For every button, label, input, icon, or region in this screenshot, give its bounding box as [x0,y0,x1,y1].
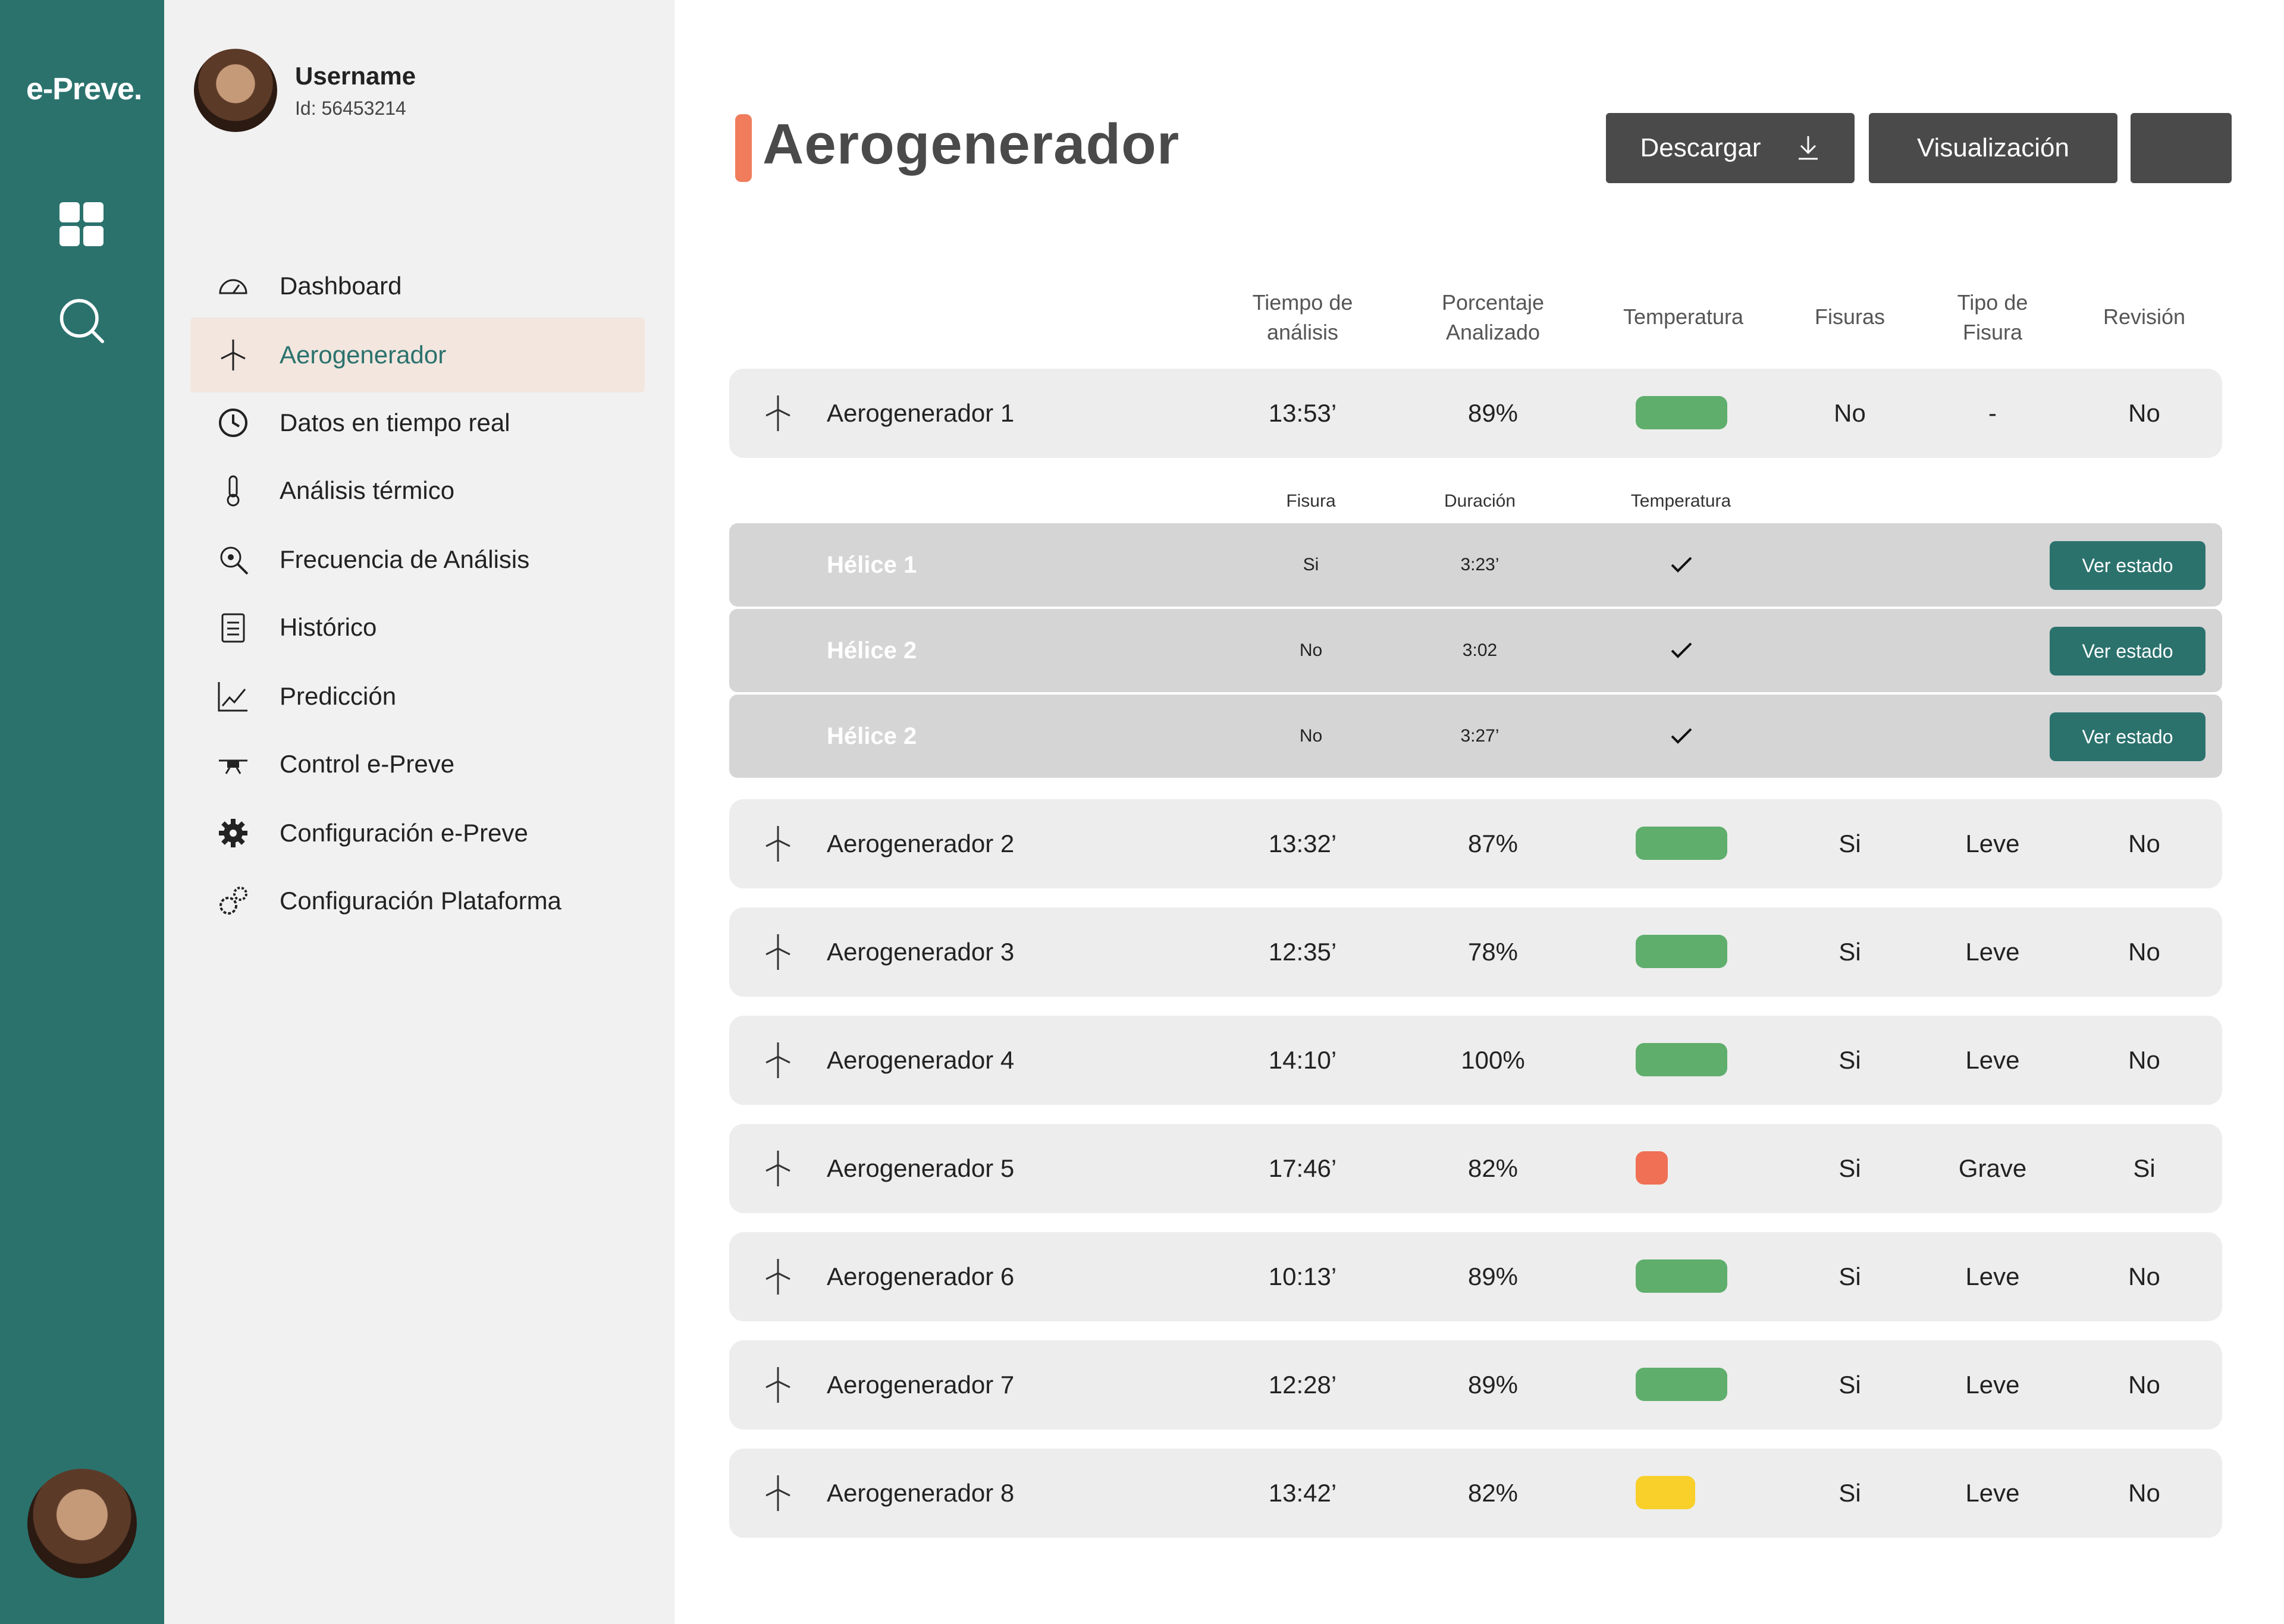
row-review: No [2128,399,2160,427]
wind-turbine-icon [759,1232,797,1321]
grid-icon[interactable] [58,201,105,247]
menu-item-dashboard[interactable] [190,249,645,323]
temperature-indicator [1636,827,1727,860]
sub-row-duration: 3:23’ [1460,555,1499,574]
row-cracks: Si [1839,938,1861,966]
header-porcentaje [1416,288,1570,347]
clock-icon [214,404,252,442]
user-id: Id: 56453214 [295,98,406,119]
table-row[interactable] [729,369,2222,458]
row-crack-type: Leve [1965,1371,2020,1399]
check-icon [1637,695,1726,778]
menu-item-aerogenerador[interactable] [190,318,645,392]
row-percent: 100% [1461,1046,1525,1074]
gear-icon [214,814,252,852]
row-name: Aerogenerador 3 [827,938,1015,966]
download-label: Descargar [1640,133,1761,162]
menu-label: Configuración Plataforma [280,887,561,915]
wind-turbine-icon [759,799,797,888]
app-logo: e-Preve. [26,72,142,106]
check-icon [1637,523,1726,607]
row-time: 13:53’ [1268,399,1337,427]
header-tipo-fisura [1927,288,2058,347]
sub-row-crack: No [1299,640,1323,660]
sub-row-name: Hélice 1 [827,551,917,578]
ver-estado-button[interactable]: Ver estado [2050,541,2205,590]
row-cracks: Si [1839,1371,1861,1399]
row-name: Aerogenerador 7 [827,1371,1015,1399]
header-revision: Revisión [2103,304,2186,329]
drone-icon [214,745,252,783]
menu-label: Datos en tiempo real [280,409,510,436]
menu-item-historico[interactable] [190,590,645,665]
wind-turbine-icon [759,369,797,458]
row-crack-type: Leve [1965,1479,2020,1507]
subheader-fisura: Fisura [1286,491,1336,511]
side-menu [164,0,674,1624]
row-cracks: Si [1839,1154,1861,1182]
search-icon[interactable] [58,297,105,344]
table-row[interactable] [729,1340,2222,1430]
header-temperatura: Temperatura [1623,304,1744,329]
row-name: Aerogenerador 2 [827,830,1015,857]
table-row[interactable] [729,1449,2222,1538]
rail-avatar[interactable] [27,1469,137,1578]
row-percent: 89% [1467,1371,1519,1399]
sub-row-duration: 3:27’ [1460,726,1499,746]
download-button[interactable] [1606,113,1855,183]
visualizacion-button[interactable] [1869,113,2117,183]
row-cracks: Si [1839,1479,1861,1507]
menu-label: Dashboard [280,272,402,300]
row-name: Aerogenerador 5 [827,1154,1015,1182]
row-crack-type: Grave [1958,1154,2027,1182]
menu-item-datos-tiempo-real[interactable] [190,385,645,460]
temperature-indicator [1636,1259,1727,1293]
search-analysis-icon [214,541,252,579]
row-percent: 89% [1467,1262,1519,1290]
download-icon [1796,135,1820,161]
clipboard-icon [214,608,252,646]
menu-label: Configuración e-Preve [280,819,528,847]
row-cracks: No [1834,399,1866,427]
row-review: No [2128,1046,2160,1074]
row-crack-type: - [1988,399,1997,427]
ver-estado-button[interactable]: Ver estado [2050,627,2205,676]
header-line: Analizado [1445,320,1541,344]
sub-row [729,523,2222,607]
row-time: 13:42’ [1268,1479,1337,1507]
subheader-duracion: Duración [1444,491,1516,511]
table-row[interactable] [729,907,2222,997]
temperature-indicator [1636,935,1727,968]
menu-item-frecuencia-analisis[interactable] [190,522,645,597]
icon-rail [0,0,164,1624]
wind-turbine-icon [759,1016,797,1105]
wind-turbine-icon [759,1340,797,1430]
menu-label: Frecuencia de Análisis [280,545,530,573]
row-review: No [2128,1262,2160,1290]
wind-turbine-icon [759,1449,797,1538]
sub-row-name: Hélice 2 [827,723,917,749]
menu-item-configuracion-plataforma[interactable] [190,863,645,938]
row-review: No [2128,1371,2160,1399]
wind-turbine-icon [759,907,797,997]
visualizacion-label: Visualización [1916,133,2069,162]
row-review: No [2128,830,2160,857]
temperature-indicator [1636,1043,1727,1076]
row-crack-type: Leve [1965,830,2020,857]
row-time: 14:10’ [1268,1046,1337,1074]
row-time: 13:32’ [1268,830,1337,857]
header-tiempo-analisis [1225,288,1380,347]
temperature-indicator [1636,1368,1727,1401]
subheader-temperatura: Temperatura [1630,491,1731,511]
row-cracks: Si [1839,1046,1861,1074]
row-percent: 82% [1467,1479,1519,1507]
header-line: Fisura [1962,320,2023,344]
row-time: 10:13’ [1268,1262,1337,1290]
gauge-icon [214,267,252,305]
row-crack-type: Leve [1965,938,2020,966]
row-crack-type: Leve [1965,1046,2020,1074]
row-percent: 87% [1467,830,1519,857]
username: Username [295,62,416,90]
thermometer-icon [214,472,252,510]
row-name: Aerogenerador 8 [827,1479,1015,1507]
header-line: Tipo de [1957,290,2028,315]
temperature-indicator [1636,396,1727,429]
sub-row-name: Hélice 2 [827,637,917,664]
row-crack-type: Leve [1965,1262,2020,1290]
extra-button[interactable] [2131,113,2232,183]
row-time: 12:28’ [1268,1371,1337,1399]
page-title: Aerogenerador [763,112,1180,176]
ver-estado-button[interactable]: Ver estado [2050,712,2205,761]
row-review: Si [2133,1154,2156,1182]
menu-item-prediccion[interactable] [190,659,645,734]
header-line: Tiempo de [1252,290,1353,315]
row-name: Aerogenerador 1 [827,399,1015,427]
menu-label: Control e-Preve [280,750,455,778]
row-percent: 89% [1467,399,1519,427]
table-row[interactable] [729,1124,2222,1213]
row-time: 12:35’ [1268,938,1337,966]
sub-row-crack: No [1299,726,1323,746]
row-percent: 82% [1467,1154,1519,1182]
table-row[interactable] [729,799,2222,888]
temperature-indicator [1636,1476,1695,1509]
menu-item-control-epreve[interactable] [190,727,645,802]
check-icon [1637,609,1726,692]
menu-item-analisis-termico[interactable] [190,453,645,528]
sub-row-crack: Si [1303,555,1319,574]
row-percent: 78% [1467,938,1519,966]
header-line: Porcentaje [1441,290,1545,315]
menu-label: Predicción [280,682,397,710]
row-name: Aerogenerador 4 [827,1046,1015,1074]
user-avatar[interactable] [194,49,277,132]
sub-row [729,695,2222,778]
wind-turbine-icon [214,336,252,374]
menu-label: Histórico [280,613,377,641]
menu-label: Análisis térmico [280,476,455,504]
gears-icon [214,882,252,920]
row-review: No [2128,938,2160,966]
row-cracks: Si [1839,830,1861,857]
chart-line-icon [214,677,252,715]
wind-turbine-icon [759,1124,797,1213]
sub-row-duration: 3:02 [1462,640,1498,660]
title-accent [735,114,752,182]
table-row[interactable] [729,1016,2222,1105]
row-time: 17:46’ [1268,1154,1337,1182]
row-review: No [2128,1479,2160,1507]
header-line: análisis [1266,320,1339,344]
menu-label: Aerogenerador [280,341,447,369]
temperature-indicator [1636,1151,1668,1185]
row-name: Aerogenerador 6 [827,1262,1015,1290]
menu-item-configuracion-epreve[interactable] [190,796,645,871]
header-fisuras: Fisuras [1814,304,1885,329]
table-row[interactable] [729,1232,2222,1321]
sub-row [729,609,2222,692]
row-cracks: Si [1839,1262,1861,1290]
